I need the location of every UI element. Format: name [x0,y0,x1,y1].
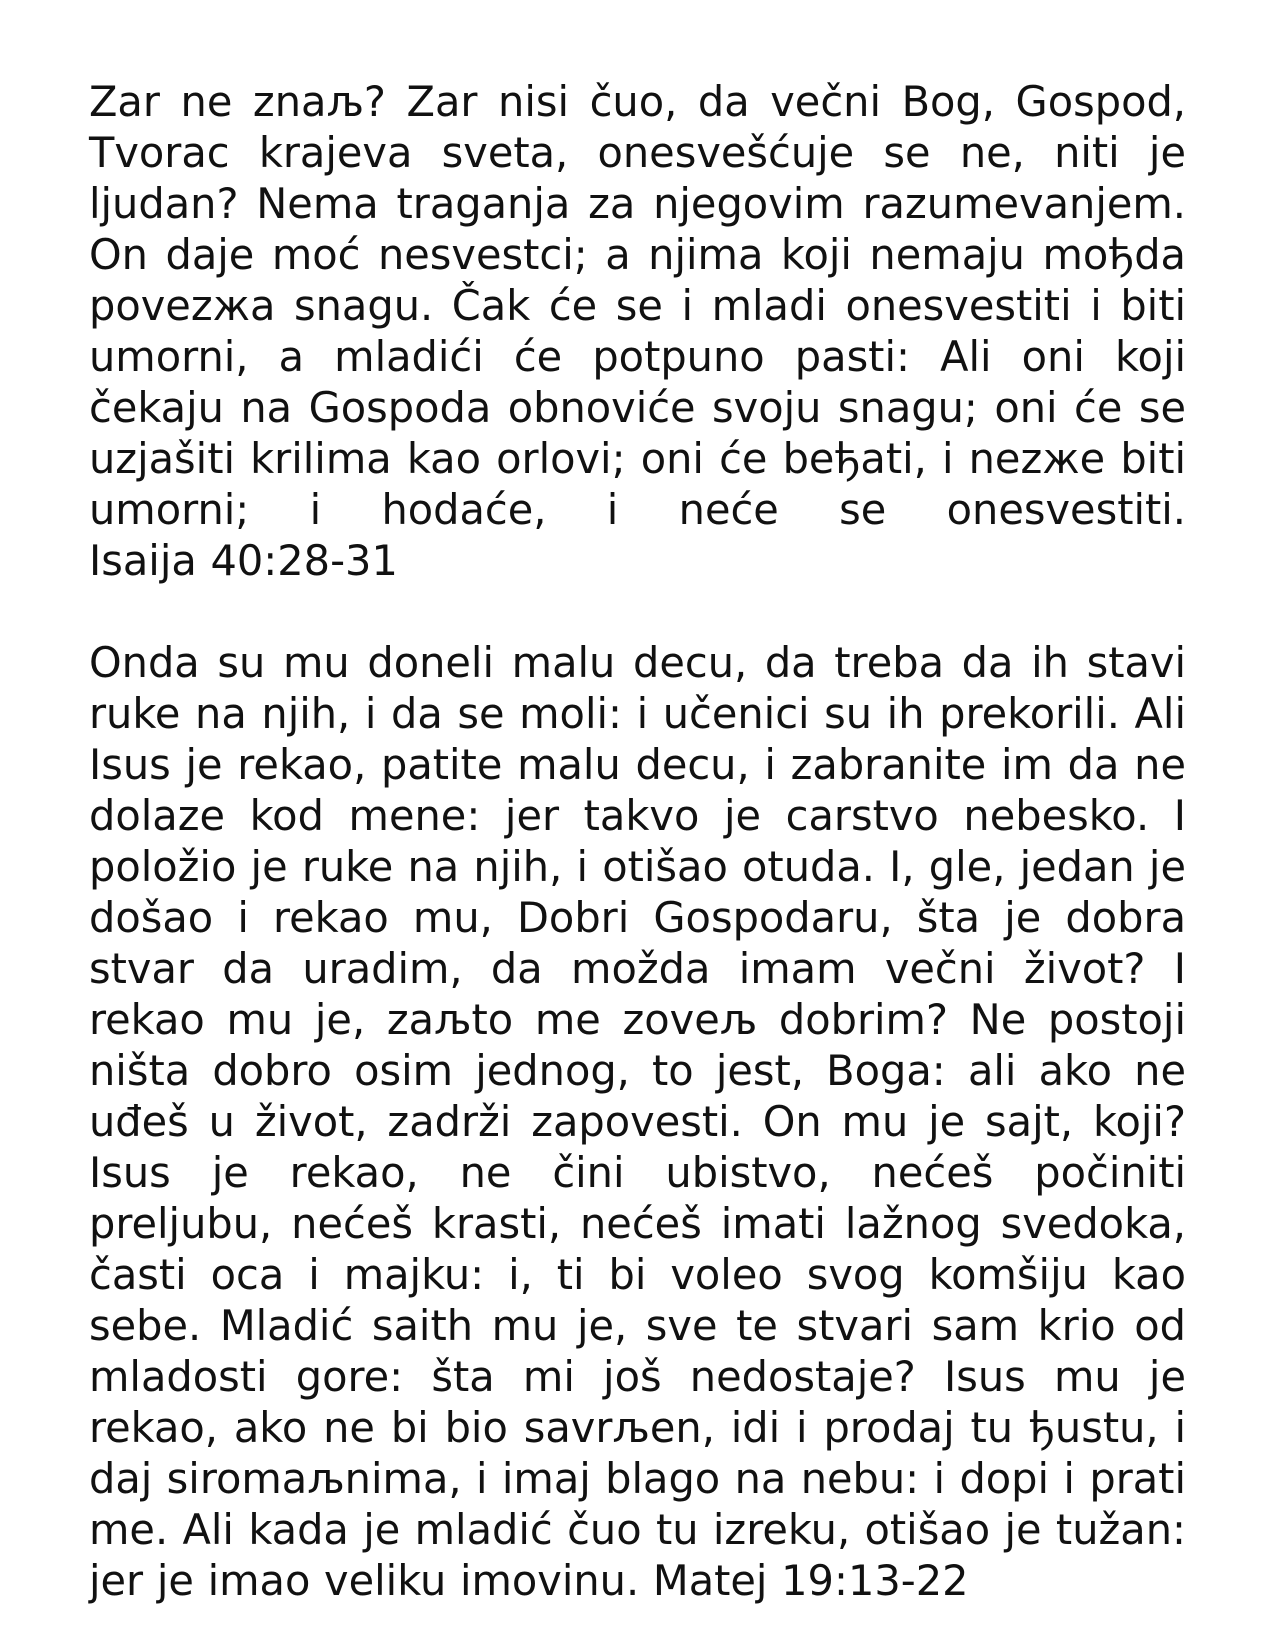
passage-text: Zar ne znaљ? Zar nisi čuo, da večni Bog, Gospod, Tvorac krajeva sveta, onesvešćuje se ne, niti je ljudan? Nema traganja za njegovim razumevanjem. On daje moć nesvestci; a njima koji nemaju moђda povezжa snagu. Čak će se i mladi onesvestiti i biti umorni, a mladići će potpuno pasti: Ali oni koji čekaju na Gospoda obnoviće svoju snagu; oni će se uzjašiti krilima kao orlovi; oni će beђati, i nezжe biti umorni; i hodaće, i neće se onesvestiti. [89,77,1186,534]
scripture-passage-matthew [89,637,1186,1606]
passage-text: Onda su mu doneli malu decu, da treba da ih stavi ruke na njih, i da se moli: i učenici su ih prekorili. Ali Isus je rekao, patite malu decu, i zabranite im da ne dolaze kod mene: jer takvo je carstvo nebesko. I položio je ruke na njih, i otišao otuda. I, gle, jedan je došao i rekao mu, Dobri Gospodaru, šta je dobra stvar da uradim, da možda imam večni život? I rekao mu je, zaљto me zoveљ dobrim? Ne postoji ništa dobro osim jednog, to jest, Boga: ali ako ne uđeš u život, zadrži zapovesti. On mu je sajt, koji? Isus je rekao, ne čini ubistvo, nećeš počiniti preljubu, nećeš krasti, nećeš imati lažnog svedoka, časti oca i majku: i, ti bi voleo svog komšiju kao sebe. Mladić saith mu je, sve te stvari sam krio od mladosti gore: šta mi još nedostaje? Isus mu je rekao, ako ne bi bio savrљen, idi i prodaj tu ђustu, i daj siromaљnima, i imaj blago na nebu: i dopi i prati me. Ali kada je mladić čuo tu izreku, otišao je tužan: jer je imao veliku imovinu. [89,638,1186,1605]
scripture-reference: Matej 19:13-22 [652,1556,969,1605]
scripture-passage-isaiah [89,76,1186,586]
scripture-reference: Isaija 40:28-31 [89,536,398,585]
document-page [89,76,1186,1606]
